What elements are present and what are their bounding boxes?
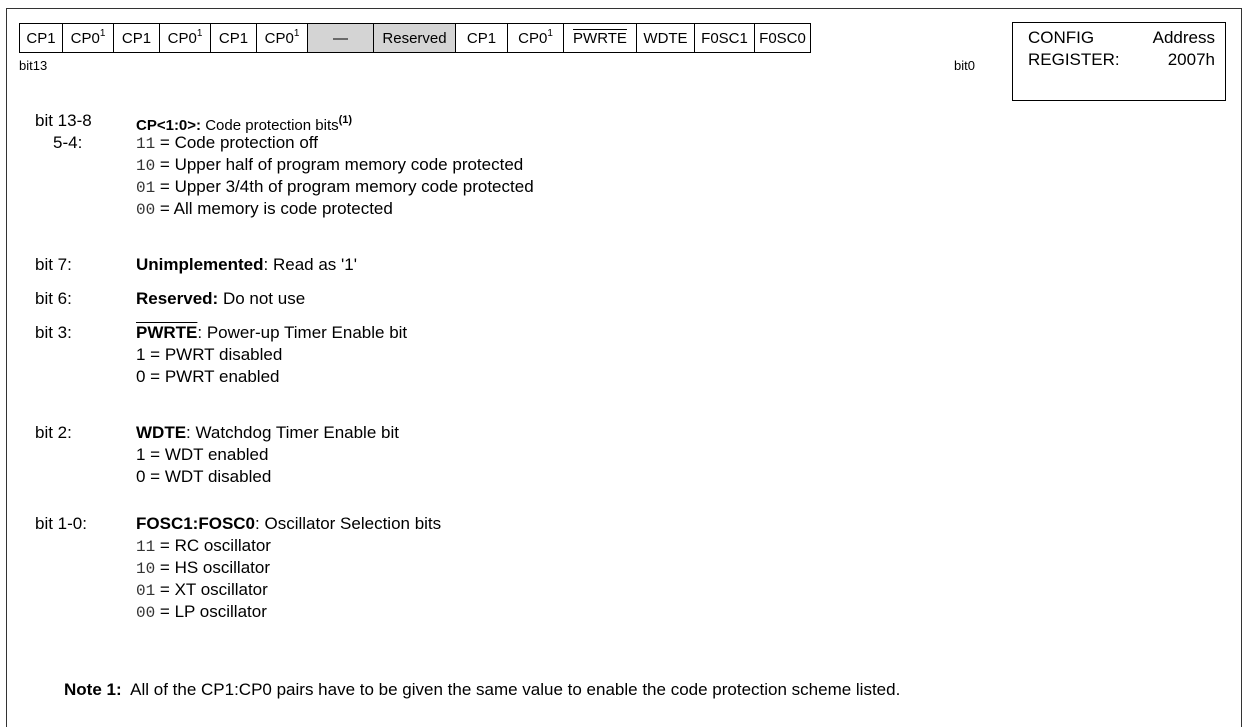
config-address-box: [1012, 22, 1226, 101]
osc-item: 11 = RC oscillator: [136, 536, 271, 556]
bit-cell-10: $CP0^1$: [160, 24, 211, 53]
bit-3-title: PWRTE: Power-up Timer Enable bit: [136, 323, 408, 342]
bit-3-label: bit 3:: [35, 323, 72, 342]
bit-6-label: bit 6:: [35, 289, 72, 308]
bit-cell-0: F0SC0: [755, 24, 811, 53]
bit-cell-8: $CP0^1$: [257, 24, 308, 53]
cp-title: CP<1:0>: Code protection bits$^{(1)}$: [136, 114, 353, 134]
bit-cell-5: CP1: [456, 24, 508, 53]
bit-cell-4: $CP0^1$: [508, 24, 564, 53]
bit-2-title: WDTE: Watchdog Timer Enable bit: [136, 423, 399, 442]
bit-low-label: bit0: [954, 58, 975, 73]
bit-cell-7: —: [308, 24, 374, 53]
bit-3-item: 1 = PWRT disabled: [136, 345, 283, 364]
note-label: Note 1:: [64, 680, 122, 699]
bit-1-0-title: FOSC1:FOSC0: Oscillator Selection bits: [136, 514, 442, 533]
cp-item: 01 = Upper 3/4th of program memory code protected: [136, 177, 534, 197]
osc-item: 00 = LP oscillator: [136, 602, 267, 622]
cp-item: 11 = Code protection off: [136, 133, 318, 153]
cp-bit-label: bit 13-8: [35, 111, 92, 130]
bit-cell-9: CP1: [211, 24, 257, 53]
cp-bit-label-2: 5-4:: [53, 133, 83, 152]
register-bits-row: [20, 24, 811, 53]
cp-item: 00 = All memory is code protected: [136, 199, 393, 219]
bit-2-item: 1 = WDT enabled: [136, 445, 269, 464]
bit-3-item: 0 = PWRT enabled: [136, 367, 280, 386]
config-line-1: CONFIG Address: [1028, 28, 1215, 47]
bit-cell-11: CP1: [114, 24, 160, 53]
config-register-table: [19, 23, 811, 53]
osc-item: 10 = HS oscillator: [136, 558, 270, 578]
footnote: [64, 680, 900, 700]
bit-7-label: bit 7:: [35, 255, 72, 274]
bit-cell-12: $CP0^1$: [63, 24, 114, 53]
bit-cell-2: WDTE: [637, 24, 695, 53]
bit-cell-3: PWRTE: [564, 24, 637, 53]
config-line-2: REGISTER: 2007h: [1028, 50, 1215, 69]
bit-cell-13: CP1: [20, 24, 63, 53]
bit-1-0-label: bit 1-0:: [35, 514, 87, 533]
bit-2-item: 0 = WDT disabled: [136, 467, 272, 486]
osc-item: 01 = XT oscillator: [136, 580, 268, 600]
bit-2-label: bit 2:: [35, 423, 72, 442]
bit-6-title: Reserved: Do not use: [136, 289, 306, 308]
bit-7-title: Unimplemented: Read as '1': [136, 255, 357, 274]
bit-cell-6: Reserved: [374, 24, 456, 53]
bit-cell-1: F0SC1: [695, 24, 755, 53]
bit-high-label: bit13: [19, 58, 48, 73]
cp-item: 10 = Upper half of program memory code protected: [136, 155, 524, 175]
note-text: All of the CP1:CP0 pairs have to be given the same value to enable the code protection scheme listed.: [121, 680, 901, 699]
